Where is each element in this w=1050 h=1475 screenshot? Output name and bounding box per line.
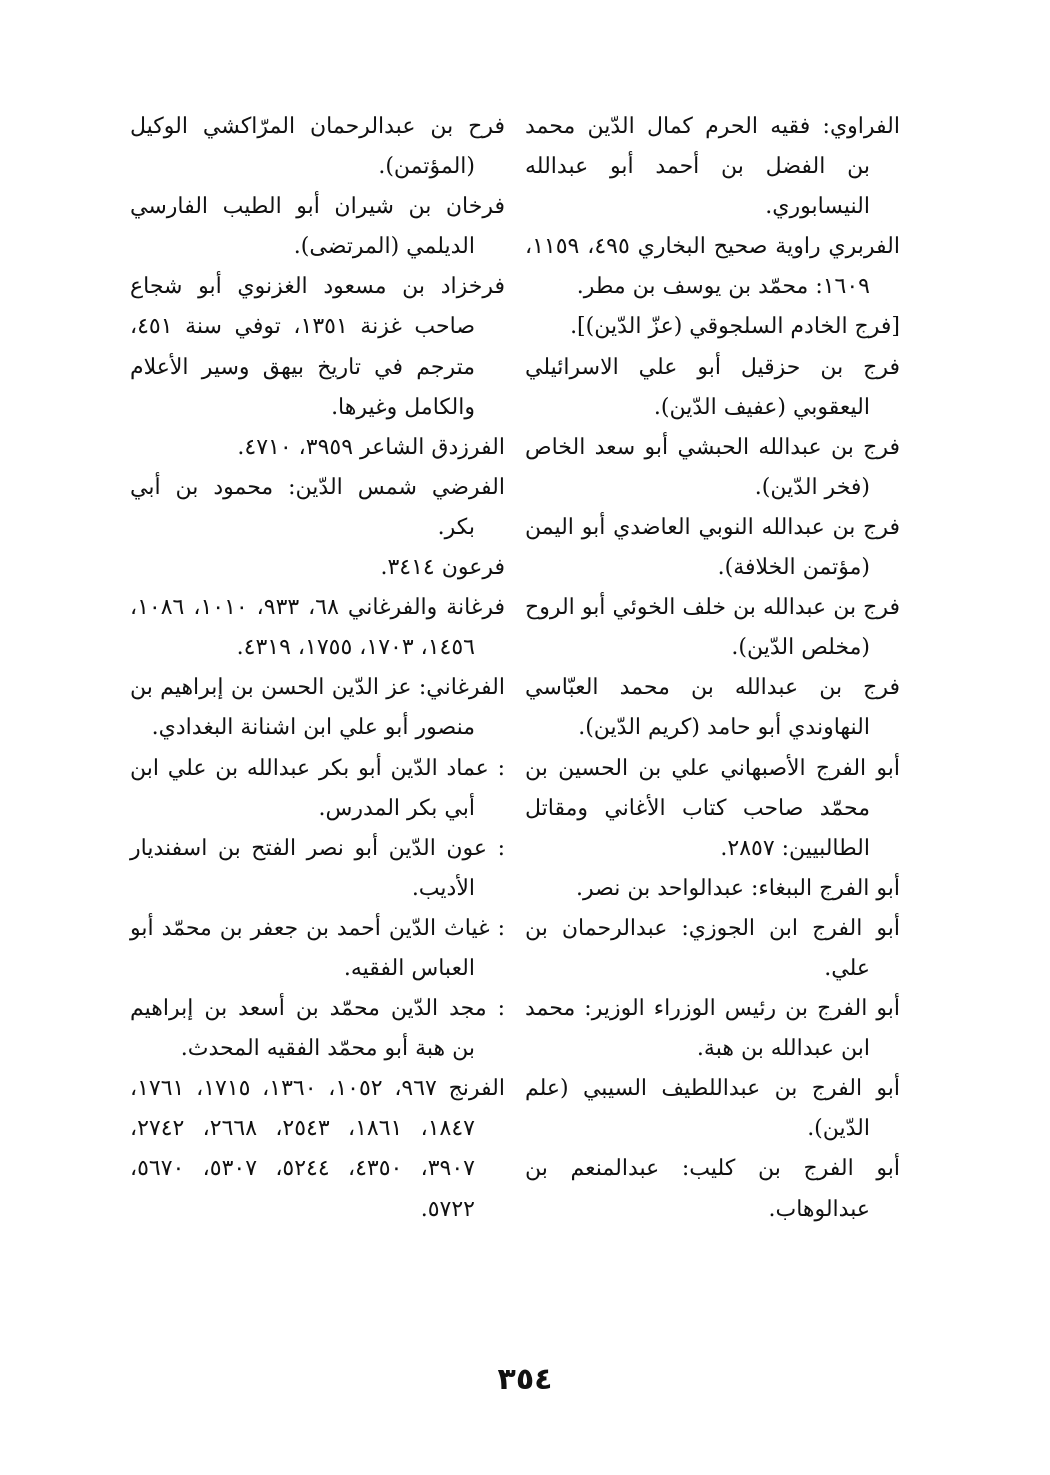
index-entry: : عماد الدّين أبو بكر عبدالله بن علي ابن أبي بكر المدرس. [130, 755, 505, 821]
index-entry: : مجد الدّين محمّد بن أسعد بن إبراهيم بن هبة أبو محمّد الفقيه المحدث. [130, 996, 505, 1062]
index-entry: أبو الفرج الأصبهاني علي بن الحسين بن محمّد صاحب كتاب الأغاني ومقاتل الطالبيين: ٢٨٥٧. [525, 755, 900, 861]
index-entry: أبو الفرج الببغاء: عبدالواحد بن نصر. [576, 875, 900, 901]
index-entry: الفرضي شمس الدّين: محمود بن أبي بكر. [130, 474, 505, 540]
index-entry: : غياث الدّين أحمد بن جعفر بن محمّد أبو العباس الفقيه. [130, 915, 505, 981]
index-entry: أبو الفرج ابن الجوزي: عبدالرحمان بن علي. [525, 915, 900, 981]
index-entry: الفرغاني: عز الدّين الحسن بن إبراهيم بن منصور أبو علي ابن اشنانة البغدادي. [130, 675, 505, 741]
index-entry: : عون الدّين أبو نصر الفتح بن اسفنديار الأديب. [130, 835, 505, 901]
index-entry: فرعون ٣٤١٤. [380, 555, 505, 581]
index-column-right [525, 107, 900, 1230]
index-entry: فرغانة والفرغاني ٦٨، ٩٣٣، ١٠١٠، ١٠٨٦، ١٤٥٦، ١٧٠٣، ١٧٥٥، ٤٣١٩. [130, 595, 505, 661]
index-entry: الفرزدق الشاعر ٣٩٥٩، ٤٧١٠. [237, 434, 505, 460]
index-entry: الفرنج ٩٦٧، ١٠٥٢، ١٣٦٠، ١٧١٥، ١٧٦١، ١٨٤٧، ١٨٦١، ٢٥٤٣، ٢٦٦٨، ٢٧٤٢، ٣٩٠٧، ٤٣٥٠، ٥٢٤٤، ٥٣٠٧، ٥٦٧٠، ٥٧٢٢. [130, 1076, 505, 1222]
index-entry: فرج بن عبدالله الحبشي أبو سعد الخاص (فخر الدّين). [525, 434, 900, 500]
index-entry: فرج بن حزقيل أبو علي الاسرائيلي اليعقوبي (عفيف الدّين). [525, 354, 900, 420]
index-column-left [130, 107, 505, 1230]
index-entry: أبو الفرج بن كليب: عبدالمنعم بن عبدالوهاب. [525, 1156, 900, 1222]
index-entry: فرخان بن شيران أبو الطيب الفارسي الديلمي (المرتضى). [130, 194, 505, 260]
index-entry: فرج بن عبدالله بن محمد العبّاسي النهاوندي أبو حامد (كريم الدّين). [525, 675, 900, 741]
index-entry: فرج بن عبدالله بن خلف الخوئي أبو الروح (مخلص الدّين). [525, 595, 900, 661]
index-entry: [فرج الخادم السلجوقي (عزّ الدّين)]. [570, 314, 900, 340]
page-number: ٣٥٤ [497, 1362, 553, 1397]
index-entry: أبو الفرج بن عبداللطيف السيبي (علم الدّين). [525, 1076, 900, 1142]
index-entry: فرح بن عبدالرحمان المرّاكشي الوكيل (المؤتمن). [130, 114, 505, 180]
index-entry: الفربري راوية صحيح البخاري ٤٩٥، ١١٥٩، ١٦٠٩: محمّد بن يوسف بن مطر. [525, 234, 900, 300]
index-entry: أبو الفرج بن رئيس الوزراء الوزير: محمد ابن عبدالله بن هبة. [525, 996, 900, 1062]
index-entry: فرج بن عبدالله النوبي العاضدي أبو اليمن (مؤتمن الخلافة). [525, 514, 900, 581]
index-entry: فرخزاد بن مسعود الغزنوي أبو شجاع صاحب غزنة ١٣٥١، توفي سنة ٤٥١، مترجم في تاريخ بيهق وسير الأعلام والكامل وغيرها. [130, 274, 505, 420]
index-entry: الفراوي: فقيه الحرم كمال الدّين محمد بن الفضل بن أحمد أبو عبدالله النيسابوري. [525, 114, 900, 220]
